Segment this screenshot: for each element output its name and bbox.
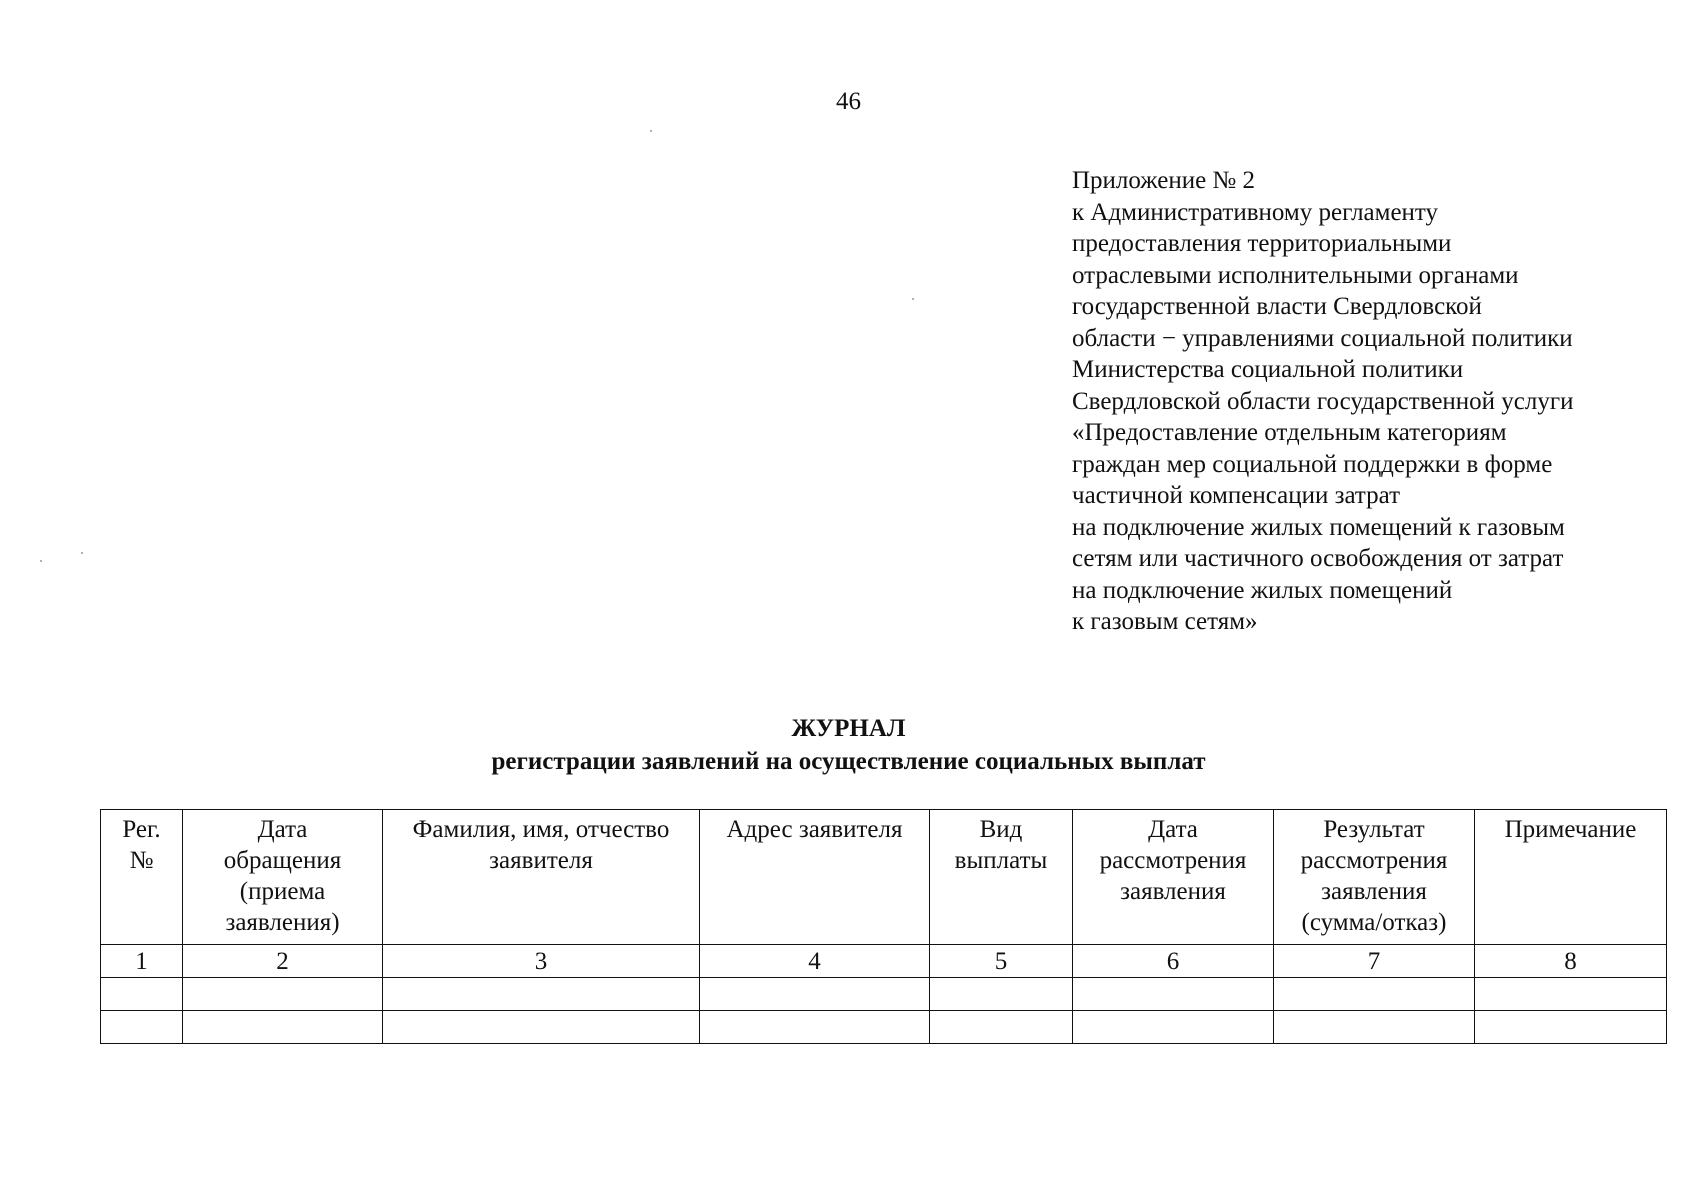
table-row bbox=[101, 1011, 1667, 1044]
column-header bbox=[383, 810, 700, 945]
column-header-line: Дата bbox=[1148, 816, 1198, 843]
header-row bbox=[101, 810, 1667, 945]
appendix-line: Министерства социальной политики bbox=[1072, 356, 1464, 383]
appendix-note bbox=[1072, 165, 1672, 638]
table-row bbox=[101, 978, 1667, 1011]
column-number-row bbox=[101, 945, 1667, 978]
table-cell bbox=[383, 978, 700, 1011]
column-number-cell: 8 bbox=[1475, 945, 1667, 978]
column-header-line: Вид bbox=[979, 816, 1023, 843]
table-cell bbox=[700, 978, 930, 1011]
column-header bbox=[101, 810, 183, 945]
table-cell bbox=[183, 978, 383, 1011]
table-cell bbox=[1073, 1011, 1274, 1044]
appendix-line: на подключение жилых помещений bbox=[1072, 576, 1453, 604]
table-cell bbox=[383, 1011, 700, 1044]
appendix-line: предоставления территориальными bbox=[1072, 230, 1452, 257]
table-cell bbox=[1475, 1011, 1667, 1044]
column-header-line: № bbox=[129, 847, 154, 874]
column-header bbox=[1274, 810, 1475, 945]
table-cell bbox=[1073, 978, 1274, 1011]
column-number-cell: 6 bbox=[1073, 945, 1274, 978]
column-header bbox=[1073, 810, 1274, 945]
appendix-line: Свердловской области государственной услуги bbox=[1072, 387, 1574, 415]
appendix-line: частичной компенсации затрат bbox=[1072, 482, 1401, 509]
appendix-line: отраслевыми исполнительными органами bbox=[1072, 261, 1519, 289]
journal-subtitle: регистрации заявлений на осуществление социальных выплат bbox=[491, 748, 1206, 775]
column-header-line: заявления bbox=[1120, 878, 1226, 905]
column-number-cell: 2 bbox=[183, 945, 383, 978]
appendix-line: «Предоставление отдельным категориям bbox=[1072, 419, 1507, 446]
page-number: 46 bbox=[836, 88, 861, 115]
table-cell bbox=[1475, 978, 1667, 1011]
scan-speck bbox=[650, 130, 652, 132]
journal-title: ЖУРНАЛ bbox=[791, 715, 906, 742]
scan-speck bbox=[40, 560, 42, 562]
table-cell bbox=[101, 1011, 183, 1044]
appendix-line: сетям или частичного освобождения от затрат bbox=[1072, 545, 1564, 572]
scan-speck bbox=[912, 298, 914, 300]
table-cell bbox=[101, 978, 183, 1011]
column-header-line: заявления) bbox=[225, 909, 340, 936]
appendix-line: граждан мер социальной поддержки в форме bbox=[1072, 450, 1553, 478]
column-header bbox=[700, 810, 930, 945]
appendix-line: области − управлениями социальной политики bbox=[1072, 324, 1573, 352]
column-header-line: Примечание bbox=[1504, 816, 1637, 843]
column-header-line: Результат bbox=[1323, 816, 1425, 843]
journal-title-block bbox=[0, 712, 1697, 778]
table-cell bbox=[1274, 1011, 1475, 1044]
scan-speck bbox=[81, 552, 83, 554]
table-cell bbox=[1274, 978, 1475, 1011]
column-number-cell: 4 bbox=[700, 945, 930, 978]
column-header-line: рассмотрения bbox=[1300, 847, 1448, 874]
registration-journal-table bbox=[100, 809, 1667, 1044]
column-header-line: Дата bbox=[257, 816, 308, 843]
column-header bbox=[183, 810, 383, 945]
column-header-line: (сумма/отказ) bbox=[1301, 909, 1447, 936]
column-number-cell: 3 bbox=[383, 945, 700, 978]
appendix-line: Приложение № 2 bbox=[1072, 167, 1256, 194]
table-cell bbox=[930, 978, 1073, 1011]
appendix-line: государственной власти Свердловской bbox=[1072, 293, 1482, 320]
column-header-line: (приема bbox=[239, 878, 326, 905]
column-number-cell: 5 bbox=[930, 945, 1073, 978]
column-header-line: Фамилия, имя, отчество bbox=[412, 816, 670, 843]
column-header-line: Рег. bbox=[122, 816, 161, 843]
appendix-line: к газовым сетям» bbox=[1072, 608, 1258, 635]
column-number-cell: 7 bbox=[1274, 945, 1475, 978]
table-cell bbox=[183, 1011, 383, 1044]
appendix-line: на подключение жилых помещений к газовым bbox=[1072, 513, 1565, 541]
column-header-line: Адрес заявителя bbox=[726, 816, 903, 843]
column-header-line: выплаты bbox=[954, 847, 1048, 874]
column-header bbox=[930, 810, 1073, 945]
column-header-line: заявителя bbox=[489, 847, 593, 874]
column-number-cell: 1 bbox=[101, 945, 183, 978]
appendix-line: к Административному регламенту bbox=[1072, 198, 1439, 226]
column-header bbox=[1475, 810, 1667, 945]
table-cell bbox=[930, 1011, 1073, 1044]
column-header-line: заявления bbox=[1321, 878, 1427, 905]
column-header-line: рассмотрения bbox=[1099, 847, 1247, 874]
table-cell bbox=[700, 1011, 930, 1044]
column-header-line: обращения bbox=[223, 847, 342, 874]
